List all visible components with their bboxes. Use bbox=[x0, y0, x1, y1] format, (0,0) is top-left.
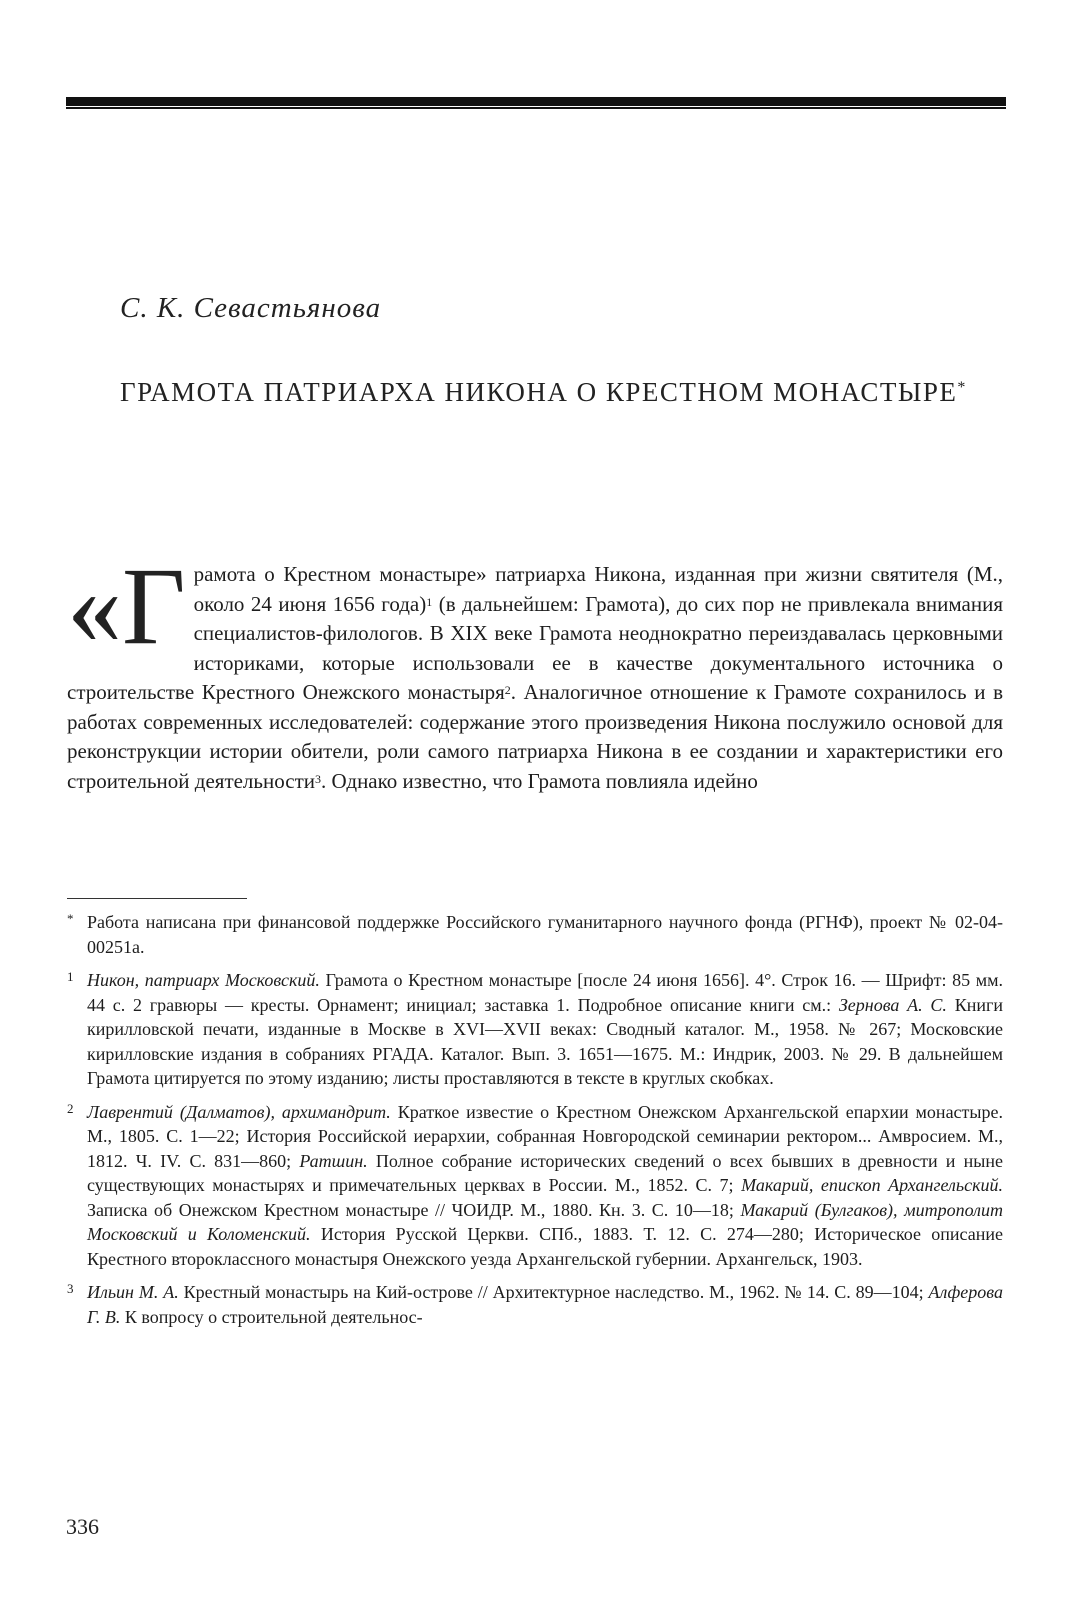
footnote bbox=[67, 1100, 1003, 1272]
body-text-run: . Однако известно, что Грамота повлияла идейно bbox=[321, 768, 758, 793]
body-text-run: рамота о Крестном монастыре» патриарха Никона, изданная при жизни святителя (М., около 24 июня 1656 года) bbox=[193, 562, 1003, 616]
footnote-mark: 1 bbox=[67, 969, 74, 984]
footnote-mark: 2 bbox=[67, 1100, 74, 1116]
footnote-separator bbox=[67, 898, 247, 899]
body-text-run: . Аналогичное отношение к Грамоте сохранилось и в работах современных исследователей: содержание этого произведения Никона послужило основой для реконструкции истории обители, роли самого патриарха Никона в ее создании и характеристики его строительной деятельности bbox=[67, 680, 1004, 793]
header-rule-thin bbox=[66, 107, 1006, 109]
footnote bbox=[67, 968, 1003, 1091]
citation-author: Макарий (Булгаков), митрополит Московский и Коломенский. bbox=[87, 1199, 1003, 1244]
footnote-text-run: Работа написана при финансовой поддержке Российского гуманитарного научного фонда (РГНФ), проект № 02-04-00251а. bbox=[87, 912, 1003, 957]
footnote bbox=[67, 1280, 1003, 1329]
article-body bbox=[67, 545, 1004, 796]
page-number: 336 bbox=[66, 1514, 99, 1539]
citation-author: Макарий, епископ Архангельский. bbox=[741, 1175, 1003, 1195]
body-text-run: (в дальнейшем: Грамота), до сих пор не привлекала внимания специалистов-филологов. В XIX веке Грамота неоднократно переиздавалась церковными историками, которые использовали ее в качестве документального источника о строительстве Крестного Онежского монастыря bbox=[67, 591, 1003, 704]
footnotes bbox=[67, 910, 1003, 1338]
footnote-text-run: Грамота о Крестном монастыре [после 24 июня 1656]. 4°. Строк 16. — Шрифт: 85 мм. 44 с. 2 гравюры — кресты. Орнамент; инициал; заставка 1. Подробное описание книги см.: bbox=[87, 970, 1003, 1015]
article-title bbox=[120, 372, 980, 412]
footnote-text bbox=[87, 910, 1003, 959]
citation-author: Зернова А. С. bbox=[838, 994, 947, 1015]
footnote-ref: 3 bbox=[315, 771, 321, 786]
title-footnote-mark: * bbox=[957, 379, 967, 396]
footnote-mark: 3 bbox=[67, 1281, 74, 1296]
footnote-text bbox=[87, 1280, 1003, 1329]
citation-author: Алферова Г. В. bbox=[87, 1282, 1003, 1327]
footnote-text-run: Книги кирилловской печати, изданные в Москве в XVI—XVII веках: Сводный каталог. М., 1958. № 267; Московские кирилловские издания в собраниях РГАДА. Каталог. Вып. 3. 1651—1675. М.: Индрик, 2003. № 29. В дальнейшем Грамота цитируется по этому изданию; листы проставляются в тексте в круглых скобках. bbox=[87, 994, 1003, 1088]
footnote-text-run: Краткое известие о Крестном Онежском Архангельской епархии монастыре. М., 1805. С. 1—22; История Российской иерархии, собранная Новгородской семинарии ректором... Амвросием. М., 1812. Ч. IV. С. 831—860; bbox=[87, 1101, 1003, 1171]
footnote-ref: 2 bbox=[504, 683, 511, 697]
footnote bbox=[67, 910, 1003, 959]
footnote-text-run: К вопросу о строительной деятельнос- bbox=[120, 1306, 423, 1327]
citation-author: Ильин М. А. bbox=[87, 1282, 179, 1302]
drop-cap: «Г bbox=[67, 545, 186, 667]
header-rule-thick bbox=[66, 97, 1006, 106]
footnote-text-run: Записка об Онежском Крестном монастыре // ЧОИДР. М., 1880. Кн. 3. С. 10—18; bbox=[87, 1199, 741, 1220]
footnote-text-run: Крестный монастырь на Кий-острове // Архитектурное наследство. М., 1962. № 14. С. 89—104; bbox=[178, 1282, 929, 1302]
article-title-text: ГРАМОТА ПАТРИАРХА НИКОНА О КРЕСТНОМ МОНАСТЫРЕ bbox=[120, 377, 958, 407]
footnote-mark: * bbox=[67, 911, 74, 926]
author-name: С. К. Севастьянова bbox=[120, 292, 382, 324]
citation-author: Никон, патриарх Московский. bbox=[87, 970, 320, 990]
citation-author: Лаврентий (Далматов), архимандрит. bbox=[87, 1101, 391, 1122]
footnote-text bbox=[87, 1100, 1003, 1272]
footnote-ref: 1 bbox=[426, 594, 433, 609]
footnote-text-run: Полное собрание исторических сведений о всех бывших в древности и ныне существующих монастырях и примечательных церквах в России. М., 1852. С. 7; bbox=[87, 1150, 1003, 1195]
footnote-text-run: История Русской Церкви. СПб., 1883. Т. 12. С. 274—280; Историческое описание Крестного второклассного монастыря Онежского уезда Архангельской губернии. Архангельск, 1903. bbox=[87, 1224, 1004, 1269]
footnote-text bbox=[87, 968, 1003, 1091]
citation-author: Ратшин. bbox=[299, 1150, 368, 1171]
